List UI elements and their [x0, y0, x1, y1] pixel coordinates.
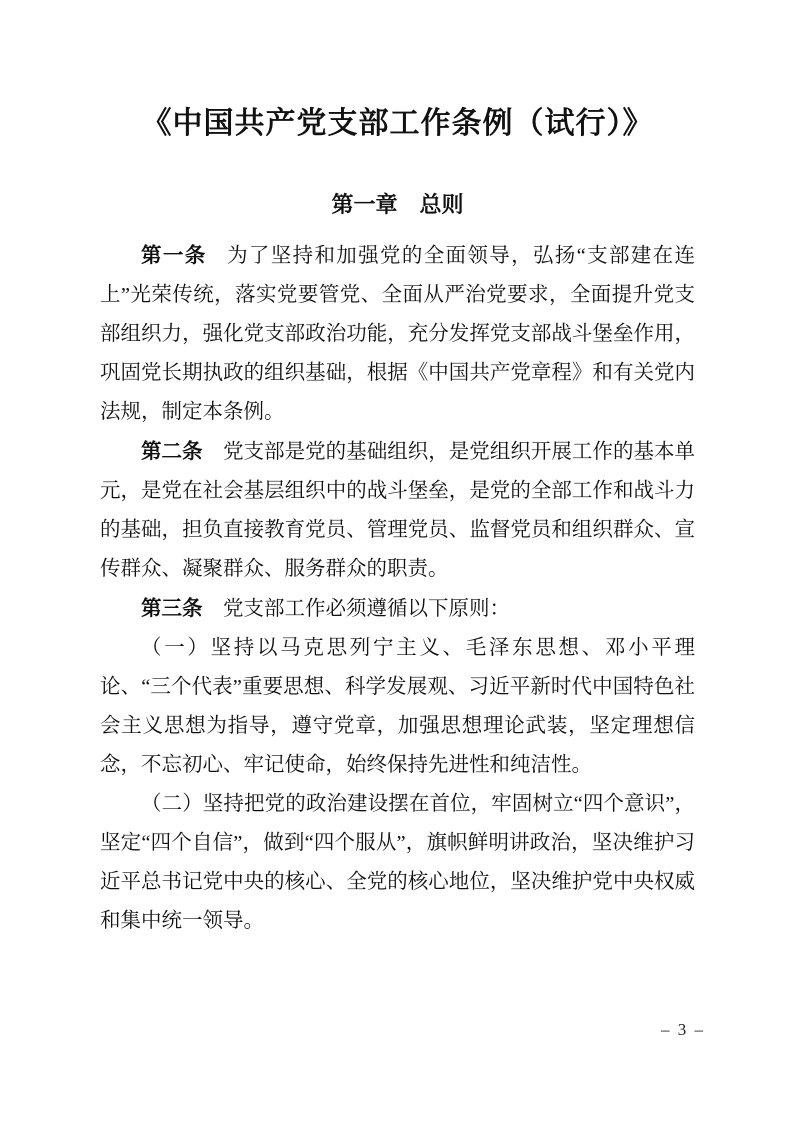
paragraph — [100, 432, 695, 589]
paragraph-text: （二）坚持把党的政治建设摆在首位，牢固树立“四个意识”，坚定“四个自信”，做到“四个服从”，旗帜鲜明讲政治，坚决维护习近平总书记党中央的核心、全党的核心地位，坚决维护党中央权威和集中统一领导。 — [100, 793, 695, 932]
article-label: 第三条 — [141, 597, 203, 620]
document-body — [100, 236, 695, 941]
paragraph-text: （一）坚持以马克思列宁主义、毛泽东思想、邓小平理论、“三个代表”重要思想、科学发展观、习近平新时代中国特色社会主义思想为指导，遵守党章，加强思想理论武装，坚定理想信念，不忘初心、牢记使命，始终保持先进性和纯洁性。 — [100, 637, 695, 776]
paragraph — [100, 785, 695, 941]
paragraph — [100, 589, 695, 629]
paragraph-text: 党支部是党的基础组织，是党组织开展工作的基本单元，是党在社会基层组织中的战斗堡垒，是党的全部工作和战斗力的基础，担负直接教育党员、管理党员、监督党员和组织群众、宣传群众、凝聚群众、服务群众的职责。 — [100, 441, 696, 580]
article-label: 第一条 — [141, 244, 207, 267]
paragraph — [100, 236, 695, 432]
chapter-heading: 第一章 总则 — [331, 192, 464, 217]
paragraph-text: 为了坚持和加强党的全面领导，弘扬“支部建在连上”光荣传统，落实党要管党、全面从严治党要求，全面提升党支部组织力，强化党支部政治功能，充分发挥党支部战斗堡垒作用，巩固党长期执政的组织基础，根据《中国共产党章程》和有关党内法规，制定本条例。 — [100, 245, 696, 423]
document-title: 《中国共产党支部工作条例（试行）》 — [141, 107, 654, 140]
paragraph-text: 党支部工作必须遵循以下原则： — [223, 598, 510, 620]
page-number: – 3 – — [661, 1020, 705, 1039]
paragraph — [100, 629, 695, 785]
article-label: 第二条 — [141, 440, 203, 463]
